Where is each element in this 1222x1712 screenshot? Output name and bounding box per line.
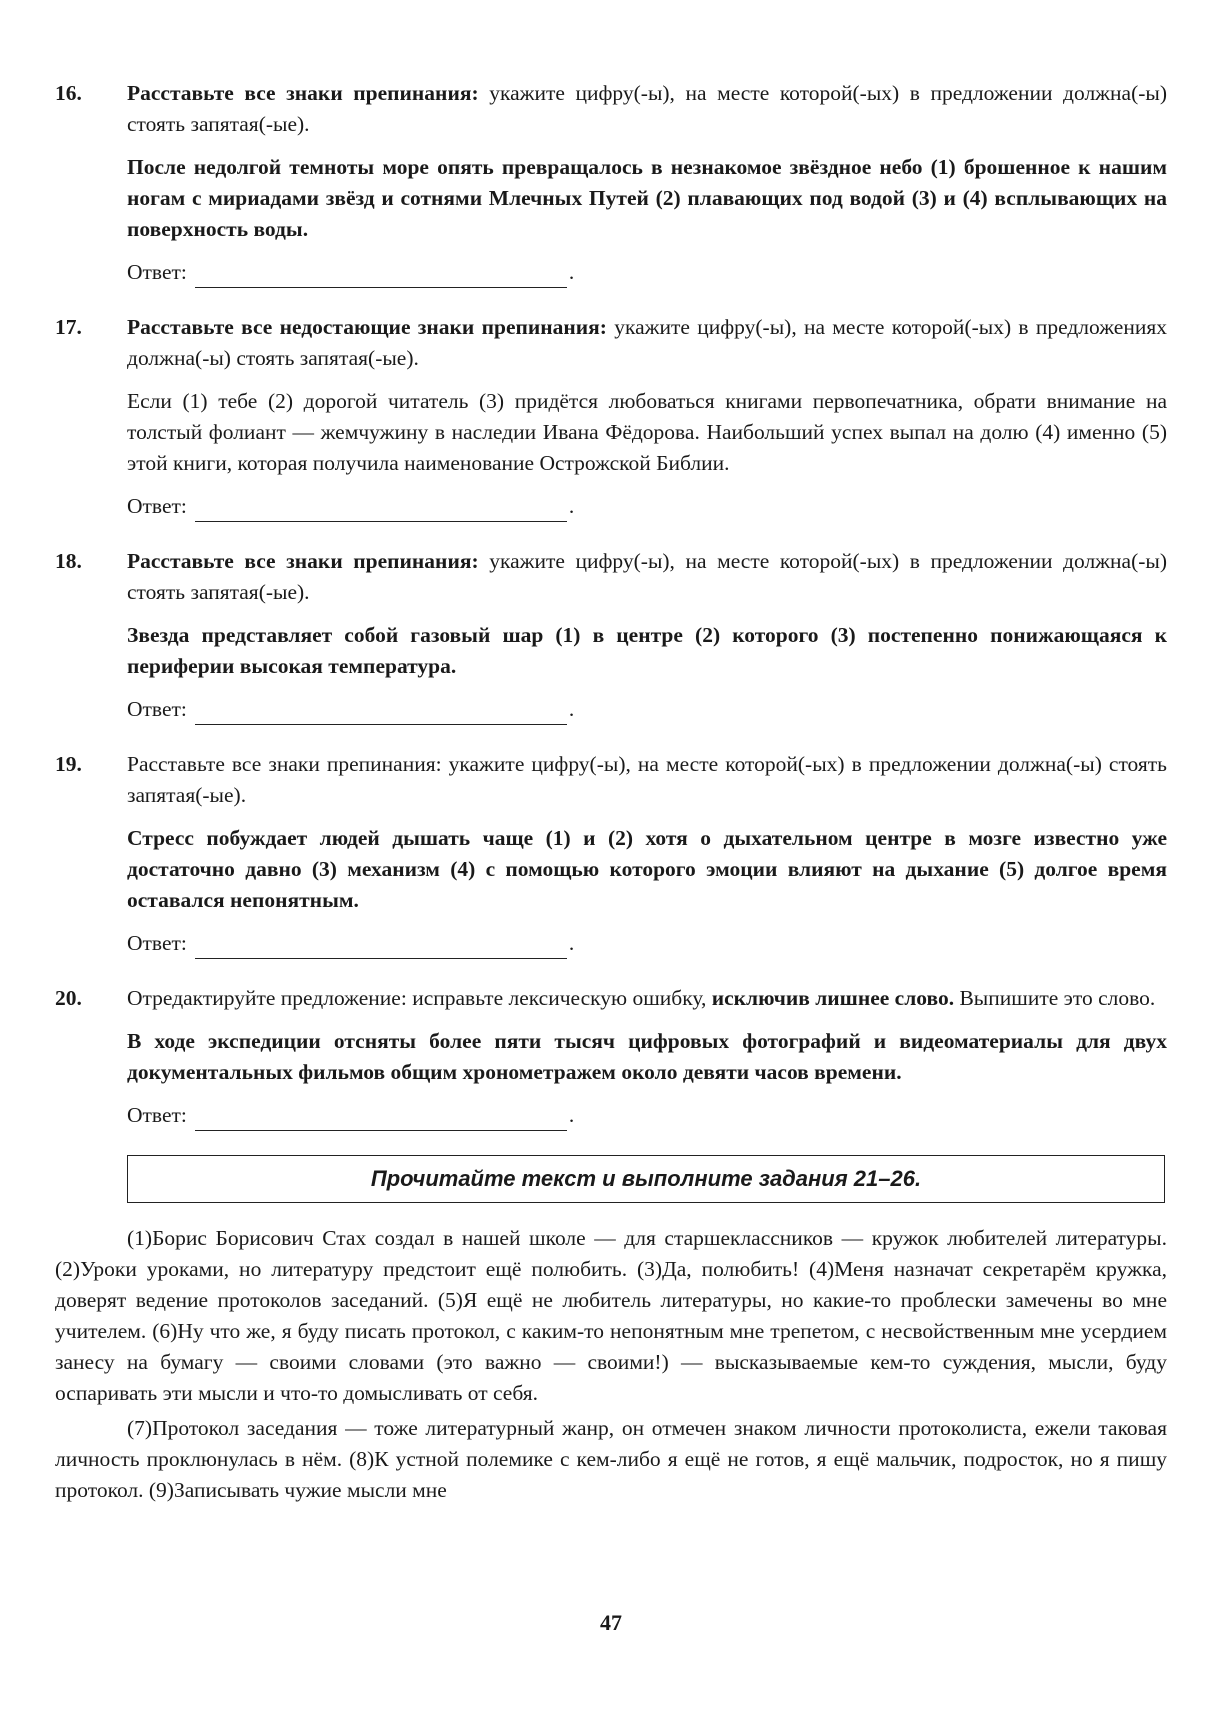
page-number: 47 <box>600 1610 622 1635</box>
task-sentence: После недолгой темноты море опять превращалось в незнакомое звёздное небо (1) брошенное к нашим ногам с мириадами звёзд и сотнями Млечных Путей (2) плавающих под водой (3) и (4) всплывающих на поверхность воды. <box>127 155 1167 241</box>
answer-row: Ответ: . <box>127 694 1167 725</box>
instruction-text: Отредактируйте предложение: исправьте лексическую ошибку, <box>127 986 712 1010</box>
answer-field[interactable] <box>195 1108 567 1131</box>
task-17 <box>55 312 1167 522</box>
task-number: 16. <box>55 81 82 105</box>
answer-field[interactable] <box>195 936 567 959</box>
answer-label: Ответ: <box>127 697 187 721</box>
task-instruction <box>127 312 1167 374</box>
page <box>55 78 1167 1510</box>
instruction-text: укажите цифру(-ы), на месте которой(-ых) в предложении должна(-ы) стоять запятая(-ые). <box>127 81 1168 136</box>
task-sentence: Стресс побуждает людей дышать чаще (1) и (2) хотя о дыхательном центре в мозге известно уже достаточно давно (3) механизм (4) с помощью которого эмоции влияют на дыхание (5) долгое время оставался непонятным. <box>127 826 1167 912</box>
task-instruction <box>127 546 1167 608</box>
answer-row: Ответ: . <box>127 257 1167 288</box>
answer-field[interactable] <box>195 265 567 288</box>
instruction-bold: Расставьте все знаки препинания: <box>127 81 479 105</box>
task-content <box>127 78 1167 288</box>
task-content <box>127 546 1167 725</box>
answer-label: Ответ: <box>127 494 187 518</box>
answer-field[interactable] <box>195 499 567 522</box>
task-instruction <box>127 983 1167 1014</box>
task-number: 18. <box>55 549 82 573</box>
answer-label: Ответ: <box>127 1103 187 1127</box>
answer-row: Ответ: . <box>127 491 1167 522</box>
answer-row: Ответ: . <box>127 1100 1167 1131</box>
reading-instruction-banner: Прочитайте текст и выполните задания 21–26. <box>127 1155 1165 1203</box>
task-number: 20. <box>55 986 82 1010</box>
task-number: 17. <box>55 315 82 339</box>
task-20 <box>55 983 1167 1131</box>
answer-label: Ответ: <box>127 931 187 955</box>
text-paragraph: (1)Борис Борисович Стах создал в нашей школе — для старшеклассников — кружок любителей литературы. (2)Уроки уроками, но литературу предстоит ещё полюбить. (3)Да, полюбить! (4)Меня назначат секретарём кружка, доверят ведение протоколов заседаний. (5)Я ещё не любитель литературы, но какие-то проблески замечены во мне учителем. (6)Ну что же, я буду писать протокол, с каким-то непонятным мне трепетом, с несвойственным мне усердием занесу на бумагу — своими словами (это важно — своими!) — высказываемые кем-то суждения, мысли, буду оспаривать эти мысли и что-то домысливать от себя. <box>55 1226 1167 1405</box>
instruction-text: укажите цифру(-ы), на месте которой(-ых) в предложении должна(-ы) стоять запятая(-ые). <box>127 549 1168 604</box>
task-16 <box>55 78 1167 288</box>
task-19 <box>55 749 1167 959</box>
instruction-text: укажите цифру(-ы), на месте которой(-ых) в предложениях должна(-ы) стоять запятая(-ые). <box>127 315 1167 370</box>
reading-text <box>55 1223 1167 1506</box>
task-instruction: Расставьте все знаки препинания: укажите цифру(-ы), на месте которой(-ых) в предложении должна(-ы) стоять запятая(-ые). <box>127 752 1167 807</box>
task-content <box>127 749 1167 959</box>
task-sentence: Звезда представляет собой газовый шар (1) в центре (2) которого (3) постепенно понижающаяся к периферии высокая температура. <box>127 623 1167 678</box>
task-content <box>127 312 1167 522</box>
instruction-bold: Расставьте все знаки препинания: <box>127 549 479 573</box>
instruction-bold: Расставьте все недостающие знаки препинания: <box>127 315 607 339</box>
task-sentence: Если (1) тебе (2) дорогой читатель (3) придётся любоваться книгами первопечатника, обрати внимание на толстый фолиант — жемчужину в наследии Ивана Фёдорова. Наибольший успех выпал на долю (4) именно (5) этой книги, которая получила наименование Острожской Библии. <box>127 389 1167 475</box>
answer-row: Ответ: . <box>127 928 1167 959</box>
answer-label: Ответ: <box>127 260 187 284</box>
task-sentence: В ходе экспедиции отсняты более пяти тысяч цифровых фотографий и видеоматериалы для двух документальных фильмов общим хронометражем около девяти часов времени. <box>127 1029 1167 1084</box>
task-number: 19. <box>55 752 82 776</box>
answer-field[interactable] <box>195 702 567 725</box>
task-instruction <box>127 78 1167 140</box>
instruction-text-after: Выпишите это слово. <box>954 986 1156 1010</box>
task-18 <box>55 546 1167 725</box>
task-content <box>127 983 1167 1131</box>
instruction-bold: исключив лишнее слово. <box>711 986 955 1010</box>
text-paragraph: (7)Протокол заседания — тоже литературный жанр, он отмечен знаком личности протоколиста, ежели таковая личность проклюнулась в нём. (8)К устной полемике с кем-либо я ещё не готов, я ещё мальчик, подросток, но я пишу протокол. (9)Записывать чужие мысли мне <box>55 1416 1167 1502</box>
